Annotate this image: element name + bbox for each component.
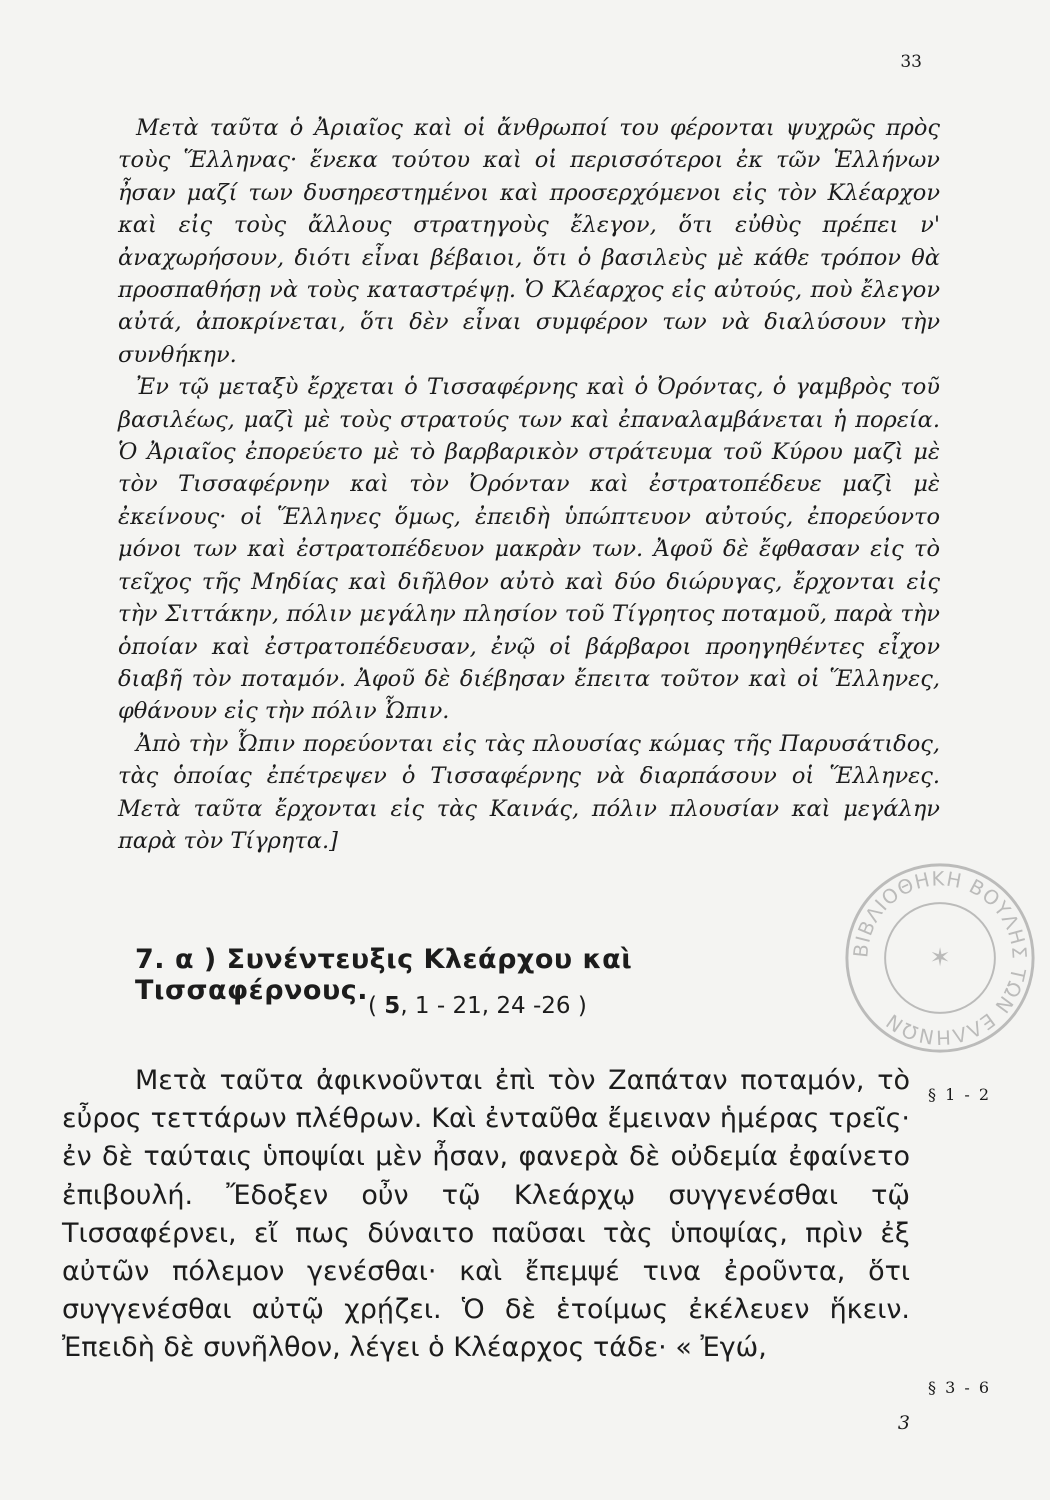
italic-paragraph: Ἀπὸ τὴν Ὦπιν πορεύονται εἰς τὰς πλουσίας κώμας τῆς Παρυσάτιδος, τὰς ὁποίας ἐπέτρεψεν ὁ Τισσαφέρνης νὰ διαρπάσουν οἱ Ἕλληνες. Μετὰ ταῦτα ἔρχονται εἰς τὰς Καινάς, πόλιν πλουσίαν καὶ μεγάλην παρὰ τὸν Τίγρητα.] <box>118 730 940 854</box>
italic-summary <box>118 112 940 857</box>
italic-paragraph: Ἐν τῷ μεταξὺ ἔρχεται ὁ Τισσαφέρνης καὶ ὁ Ὀρόντας, ὁ γαμβρὸς τοῦ βασιλέως, μαζὶ μὲ τοὺς στρατούς των καὶ ἐπαναλαμβάνεται ἡ πορεία. Ὁ Ἀριαῖος ἐπορεύετο μὲ τὸ βαρβαρικὸν στράτευμα τοῦ Κύρου μαζὶ μὲ τὸν Τισσαφέρνην καὶ τὸν Ὀρόνταν καὶ ἐστρατοπέδευε μαζὶ μὲ ἐκείνους· οἱ Ἕλληνες ὅμως, ἐπειδὴ ὑπώπτευον αὐτούς, ἐπορεύοντο μόνοι των καὶ ἐστρατοπέδευον μακρὰν των. Ἀφοῦ δὲ ἔφθασαν εἰς τὸ τεῖχος τῆς Μηδίας καὶ διῆλθον αὐτὸ καὶ δύο διώρυγας, ἔρχονται εἰς τὴν Σιττάκην, πόλιν μεγάλην πλησίον τοῦ Τίγρητος ποταμοῦ, παρὰ τὴν ὁποίαν καὶ ἐστρατοπέδευσαν, ἐνῷ οἱ βάρβαροι προηγηθέντες εἶχον διαβῆ τὸν ποταμόν. Ἀφοῦ δὲ διέβησαν ἔπειτα τοῦτον καὶ οἱ Ἕλληνες, φθάνουν εἰς τὴν πόλιν Ὦπιν. <box>118 374 940 725</box>
stamp-text: ΒΙΒΛΙΟΘΗΚΗ ΒΟΥΛΗΣ ΤΩΝ ΕΛΛΗΝΩΝ <box>849 867 1031 1049</box>
ancient-greek-text <box>62 1062 910 1368</box>
ref-rest: , 1 - 21, 24 -26 ) <box>400 993 587 1019</box>
ref-book: 5 <box>384 993 401 1019</box>
italic-paragraph: Μετὰ ταῦτα ὁ Ἀριαῖος καὶ οἱ ἄνθρωποί του φέρονται ψυχρῶς πρὸς τοὺς Ἕλληνας· ἕνεκα τούτου καὶ οἱ περισσότεροι ἐκ τῶν Ἑλλήνων ἦσαν μαζί των δυσηρεστημένοι καὶ προσερχόμενοι εἰς τὸν Κλέαρχον καὶ εἰς τοὺς ἄλλους στρατηγοὺς ἔλεγον, ὅτι εὐθὺς πρέπει ν' ἀναχωρήσουν, διότι εἶναι βέβαιοι, ὅτι ὁ βασιλεὺς μὲ κάθε τρόπον θὰ προσπαθήσῃ νὰ τοὺς καταστρέψῃ. Ὁ Κλέαρχος εἰς αὐτούς, ποὺ ἔλεγον αὐτά, ἀποκρίνεται, ὅτι δὲν εἶναι συμφέρον των νὰ διαλύσουν τὴν συνθήκην. <box>118 115 940 368</box>
margin-note-3-6: § 3 - 6 <box>928 1378 992 1397</box>
ref-open: ( <box>368 993 385 1019</box>
svg-text:✶: ✶ <box>929 942 951 973</box>
library-stamp <box>842 860 1038 1056</box>
page-number: 33 <box>900 52 922 72</box>
section-reference <box>368 993 587 1019</box>
margin-note-1-2: § 1 - 2 <box>928 1085 992 1104</box>
greek-paragraph: Μετὰ ταῦτα ἀφικνοῦνται ἐπὶ τὸν Ζαπάταν ποταμόν, τὸ εὖρος τεττάρων πλέθρων. Καὶ ἐνταῦθα ἔμειναν ἡμέρας τρεῖς· ἐν δὲ ταύταις ὑποψίαι μὲν ἦσαν, φανερὰ δὲ οὐδεμία ἐφαίνετο ἐπιβουλή. Ἔδοξεν οὖν τῷ Κλεάρχῳ συγγενέσθαι τῷ Τισσαφέρνει, εἴ πως δύναιτο παῦσαι τὰς ὑποψίας, πρὶν ἐξ αὐτῶν πόλεμον γενέσθαι· καὶ ἔπεμψέ τινα ἐροῦντα, ὅτι συγγενέσθαι αὐτῷ χρῄζει. Ὁ δὲ ἑτοίμως ἐκέλευεν ἥκειν. Ἐπειδὴ δὲ συνῆλθον, λέγει ὁ Κλέαρχος τάδε· « Ἐγώ, <box>62 1065 910 1364</box>
section-heading: 7. α ) Συνέντευξις Κλεάρχου καὶ Τισσαφέρνους. <box>135 944 633 1006</box>
signature-mark: 3 <box>897 1412 910 1434</box>
